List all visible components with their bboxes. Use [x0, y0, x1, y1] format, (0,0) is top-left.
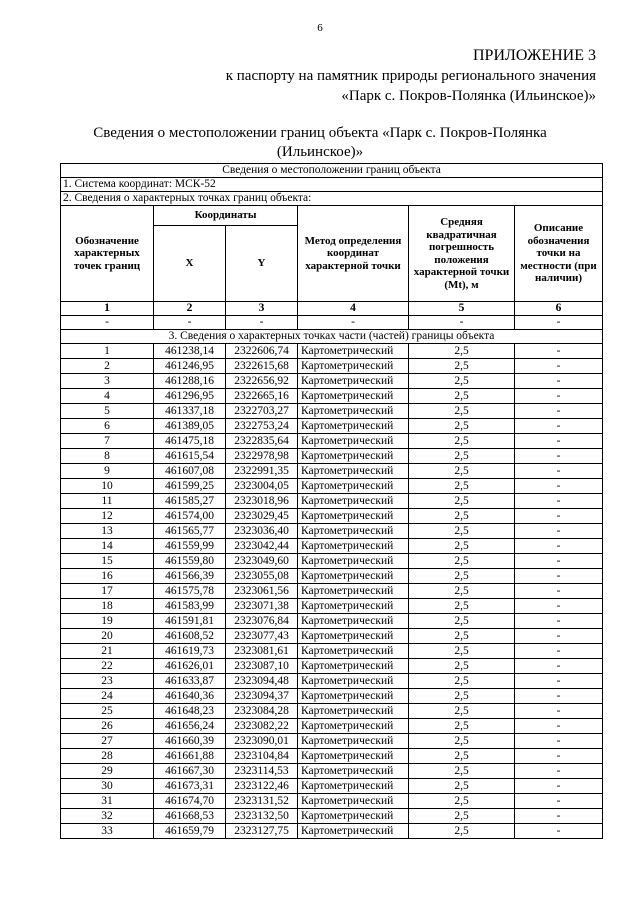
- coord-y: 2323090,01: [226, 734, 298, 749]
- description: -: [515, 659, 603, 674]
- coord-y: 2323104,84: [226, 749, 298, 764]
- header-coordinates: Координаты: [154, 206, 298, 226]
- boundary-points-table: [60, 163, 603, 839]
- method: Картометрический: [298, 434, 409, 449]
- appendix-line-1: к паспорту на памятник природы регионального значения: [225, 68, 596, 84]
- method: Картометрический: [298, 794, 409, 809]
- coord-x: 461656,24: [154, 719, 226, 734]
- error: 2,5: [409, 764, 515, 779]
- empty-cell: -: [226, 316, 298, 330]
- error: 2,5: [409, 569, 515, 584]
- method: Картометрический: [298, 344, 409, 359]
- coord-x: 461659,79: [154, 824, 226, 839]
- point-number: 24: [61, 689, 154, 704]
- coord-x: 461615,54: [154, 449, 226, 464]
- method: Картометрический: [298, 359, 409, 374]
- description: -: [515, 674, 603, 689]
- table-row: [61, 704, 603, 719]
- coord-x: 461389,05: [154, 419, 226, 434]
- table-row: [61, 479, 603, 494]
- description: -: [515, 779, 603, 794]
- table-row: [61, 539, 603, 554]
- method: Картометрический: [298, 539, 409, 554]
- coord-x: 461565,77: [154, 524, 226, 539]
- table-row: [61, 509, 603, 524]
- point-number: 18: [61, 599, 154, 614]
- coord-y: 2323131,52: [226, 794, 298, 809]
- error: 2,5: [409, 599, 515, 614]
- description: -: [515, 509, 603, 524]
- description: -: [515, 524, 603, 539]
- table-row: [61, 824, 603, 839]
- point-number: 19: [61, 614, 154, 629]
- description: -: [515, 629, 603, 644]
- coord-x: 461660,39: [154, 734, 226, 749]
- description: -: [515, 554, 603, 569]
- point-number: 30: [61, 779, 154, 794]
- method: Картометрический: [298, 704, 409, 719]
- description: -: [515, 734, 603, 749]
- method: Картометрический: [298, 674, 409, 689]
- coord-x: 461575,78: [154, 584, 226, 599]
- coord-y: 2322606,74: [226, 344, 298, 359]
- coord-y: 2323004,05: [226, 479, 298, 494]
- table-row: [61, 449, 603, 464]
- description: -: [515, 359, 603, 374]
- coord-y: 2323087,10: [226, 659, 298, 674]
- coord-y: 2323029,45: [226, 509, 298, 524]
- coord-y: 2323036,40: [226, 524, 298, 539]
- method: Картометрический: [298, 659, 409, 674]
- coord-x: 461599,25: [154, 479, 226, 494]
- table-row: [61, 494, 603, 509]
- coord-y: 2323114,53: [226, 764, 298, 779]
- coord-y: 2323082,22: [226, 719, 298, 734]
- method: Картометрический: [298, 464, 409, 479]
- method: Картометрический: [298, 554, 409, 569]
- table-row: [61, 524, 603, 539]
- coord-x: 461648,23: [154, 704, 226, 719]
- point-number: 33: [61, 824, 154, 839]
- point-number: 32: [61, 809, 154, 824]
- coord-y: 2323132,50: [226, 809, 298, 824]
- point-number: 9: [61, 464, 154, 479]
- coord-y: 2322615,68: [226, 359, 298, 374]
- point-number: 15: [61, 554, 154, 569]
- error: 2,5: [409, 344, 515, 359]
- coord-x: 461238,14: [154, 344, 226, 359]
- error: 2,5: [409, 824, 515, 839]
- table-row: [61, 584, 603, 599]
- method: Картометрический: [298, 749, 409, 764]
- header-y: Y: [226, 226, 298, 302]
- description: -: [515, 824, 603, 839]
- description: -: [515, 344, 603, 359]
- description: -: [515, 764, 603, 779]
- table-row: [61, 659, 603, 674]
- coord-x: 461566,39: [154, 569, 226, 584]
- error: 2,5: [409, 539, 515, 554]
- section-coordinate-system: 1. Система координат: МСК-52: [61, 178, 603, 192]
- coord-x: 461296,95: [154, 389, 226, 404]
- point-number: 17: [61, 584, 154, 599]
- error: 2,5: [409, 629, 515, 644]
- error: 2,5: [409, 479, 515, 494]
- section-part-boundary: 3. Сведения о характерных точках части (частей) границы объекта: [61, 330, 603, 344]
- point-number: 5: [61, 404, 154, 419]
- error: 2,5: [409, 359, 515, 374]
- error: 2,5: [409, 494, 515, 509]
- error: 2,5: [409, 404, 515, 419]
- point-number: 16: [61, 569, 154, 584]
- method: Картометрический: [298, 629, 409, 644]
- method: Картометрический: [298, 449, 409, 464]
- description: -: [515, 539, 603, 554]
- table-row: [61, 794, 603, 809]
- table-row: [61, 554, 603, 569]
- description: -: [515, 614, 603, 629]
- point-number: 27: [61, 734, 154, 749]
- coord-x: 461585,27: [154, 494, 226, 509]
- error: 2,5: [409, 389, 515, 404]
- method: Картометрический: [298, 404, 409, 419]
- point-number: 6: [61, 419, 154, 434]
- error: 2,5: [409, 689, 515, 704]
- coord-x: 461668,53: [154, 809, 226, 824]
- table-row: [61, 734, 603, 749]
- point-number: 28: [61, 749, 154, 764]
- coord-x: 461674,70: [154, 794, 226, 809]
- method: Картометрический: [298, 734, 409, 749]
- description: -: [515, 389, 603, 404]
- header-error: Средняя квадратичная погрешность положения характерной точки (Mt), м: [409, 206, 515, 302]
- coord-x: 461337,18: [154, 404, 226, 419]
- point-number: 1: [61, 344, 154, 359]
- description: -: [515, 494, 603, 509]
- error: 2,5: [409, 524, 515, 539]
- error: 2,5: [409, 659, 515, 674]
- coord-y: 2323071,38: [226, 599, 298, 614]
- table-row: [61, 389, 603, 404]
- document-title: [40, 124, 600, 162]
- header-designation: Обозначение характерных точек границ: [61, 206, 154, 302]
- coord-x: 461608,52: [154, 629, 226, 644]
- description: -: [515, 404, 603, 419]
- table-row: [61, 569, 603, 584]
- point-number: 31: [61, 794, 154, 809]
- error: 2,5: [409, 719, 515, 734]
- coord-x: 461661,88: [154, 749, 226, 764]
- coord-y: 2322665,16: [226, 389, 298, 404]
- description: -: [515, 434, 603, 449]
- coord-y: 2323084,28: [226, 704, 298, 719]
- description: -: [515, 704, 603, 719]
- description: -: [515, 809, 603, 824]
- section-boundary-points: 2. Сведения о характерных точках границ объекта:: [61, 192, 603, 206]
- error: 2,5: [409, 509, 515, 524]
- method: Картометрический: [298, 614, 409, 629]
- table-row: [61, 779, 603, 794]
- coord-y: 2323094,37: [226, 689, 298, 704]
- col-number: 6: [515, 302, 603, 316]
- coord-y: 2323042,44: [226, 539, 298, 554]
- description: -: [515, 794, 603, 809]
- empty-cell: -: [154, 316, 226, 330]
- coord-x: 461640,36: [154, 689, 226, 704]
- table-row: [61, 344, 603, 359]
- error: 2,5: [409, 749, 515, 764]
- appendix-title: ПРИЛОЖЕНИЕ 3: [472, 47, 596, 64]
- table-row: [61, 749, 603, 764]
- description: -: [515, 479, 603, 494]
- coord-x: 461607,08: [154, 464, 226, 479]
- method: Картометрический: [298, 509, 409, 524]
- header-description: Описание обозначения точки на местности (при наличии): [515, 206, 603, 302]
- description: -: [515, 419, 603, 434]
- table-row: [61, 644, 603, 659]
- description: -: [515, 689, 603, 704]
- coord-x: 461246,95: [154, 359, 226, 374]
- method: Картометрический: [298, 809, 409, 824]
- empty-cell: -: [515, 316, 603, 330]
- description: -: [515, 599, 603, 614]
- table-caption: Сведения о местоположении границ объекта: [61, 164, 603, 178]
- coord-y: 2323055,08: [226, 569, 298, 584]
- appendix-header: [226, 46, 596, 106]
- method: Картометрический: [298, 584, 409, 599]
- table-row: [61, 764, 603, 779]
- coord-x: 461288,16: [154, 374, 226, 389]
- point-number: 13: [61, 524, 154, 539]
- error: 2,5: [409, 584, 515, 599]
- coord-y: 2322656,92: [226, 374, 298, 389]
- error: 2,5: [409, 734, 515, 749]
- table-row: [61, 719, 603, 734]
- coord-y: 2323094,48: [226, 674, 298, 689]
- method: Картометрический: [298, 719, 409, 734]
- description: -: [515, 374, 603, 389]
- method: Картометрический: [298, 644, 409, 659]
- error: 2,5: [409, 674, 515, 689]
- error: 2,5: [409, 449, 515, 464]
- coord-y: 2323018,96: [226, 494, 298, 509]
- point-number: 7: [61, 434, 154, 449]
- table-row: [61, 674, 603, 689]
- point-number: 4: [61, 389, 154, 404]
- coord-x: 461559,99: [154, 539, 226, 554]
- coord-x: 461667,30: [154, 764, 226, 779]
- coord-x: 461626,01: [154, 659, 226, 674]
- coord-x: 461574,00: [154, 509, 226, 524]
- coord-x: 461619,73: [154, 644, 226, 659]
- table-row: [61, 359, 603, 374]
- error: 2,5: [409, 434, 515, 449]
- description: -: [515, 569, 603, 584]
- coord-y: 2323049,60: [226, 554, 298, 569]
- table-row: [61, 629, 603, 644]
- table-row: [61, 434, 603, 449]
- col-number: 1: [61, 302, 154, 316]
- coord-y: 2323081,61: [226, 644, 298, 659]
- description: -: [515, 644, 603, 659]
- empty-cell: -: [61, 316, 154, 330]
- point-number: 26: [61, 719, 154, 734]
- point-number: 23: [61, 674, 154, 689]
- point-number: 22: [61, 659, 154, 674]
- coord-y: 2323127,75: [226, 824, 298, 839]
- table-row: [61, 614, 603, 629]
- point-number: 29: [61, 764, 154, 779]
- coord-x: 461475,18: [154, 434, 226, 449]
- page-number: 6: [317, 22, 323, 34]
- point-number: 11: [61, 494, 154, 509]
- col-number: 5: [409, 302, 515, 316]
- table-row: [61, 419, 603, 434]
- coord-y: 2323061,56: [226, 584, 298, 599]
- method: Картометрический: [298, 824, 409, 839]
- point-number: 25: [61, 704, 154, 719]
- header-x: X: [154, 226, 226, 302]
- method: Картометрический: [298, 599, 409, 614]
- error: 2,5: [409, 554, 515, 569]
- coord-y: 2322703,27: [226, 404, 298, 419]
- coord-x: 461673,31: [154, 779, 226, 794]
- description: -: [515, 449, 603, 464]
- coord-y: 2323076,84: [226, 614, 298, 629]
- coord-y: 2323077,43: [226, 629, 298, 644]
- error: 2,5: [409, 614, 515, 629]
- appendix-line-2: «Парк с. Покров-Полянка (Ильинское)»: [341, 88, 596, 104]
- coord-y: 2322978,98: [226, 449, 298, 464]
- error: 2,5: [409, 809, 515, 824]
- method: Картометрический: [298, 569, 409, 584]
- method: Картометрический: [298, 374, 409, 389]
- coord-y: 2322835,64: [226, 434, 298, 449]
- method: Картометрический: [298, 764, 409, 779]
- col-number: 3: [226, 302, 298, 316]
- empty-cell: -: [298, 316, 409, 330]
- description: -: [515, 719, 603, 734]
- document-title-line-2: (Ильинское)»: [276, 144, 364, 160]
- point-number: 10: [61, 479, 154, 494]
- table-row: [61, 464, 603, 479]
- table-row: [61, 374, 603, 389]
- error: 2,5: [409, 419, 515, 434]
- point-number: 14: [61, 539, 154, 554]
- empty-cell: -: [409, 316, 515, 330]
- error: 2,5: [409, 794, 515, 809]
- table-row: [61, 404, 603, 419]
- method: Картометрический: [298, 389, 409, 404]
- description: -: [515, 464, 603, 479]
- table-row: [61, 689, 603, 704]
- method: Картометрический: [298, 479, 409, 494]
- point-number: 2: [61, 359, 154, 374]
- point-number: 3: [61, 374, 154, 389]
- coord-y: 2322991,35: [226, 464, 298, 479]
- method: Картометрический: [298, 689, 409, 704]
- error: 2,5: [409, 464, 515, 479]
- coord-x: 461591,81: [154, 614, 226, 629]
- error: 2,5: [409, 644, 515, 659]
- document-title-line-1: Сведения о местоположении границ объекта «Парк с. Покров-Полянка: [93, 125, 547, 141]
- col-number: 4: [298, 302, 409, 316]
- col-number: 2: [154, 302, 226, 316]
- description: -: [515, 749, 603, 764]
- point-number: 20: [61, 629, 154, 644]
- coord-x: 461633,87: [154, 674, 226, 689]
- point-number: 12: [61, 509, 154, 524]
- coord-y: 2322753,24: [226, 419, 298, 434]
- coord-x: 461583,99: [154, 599, 226, 614]
- header-method: Метод определения координат характерной точки: [298, 206, 409, 302]
- table-row: [61, 599, 603, 614]
- description: -: [515, 584, 603, 599]
- method: Картометрический: [298, 524, 409, 539]
- error: 2,5: [409, 779, 515, 794]
- error: 2,5: [409, 374, 515, 389]
- coord-y: 2323122,46: [226, 779, 298, 794]
- point-number: 8: [61, 449, 154, 464]
- method: Картометрический: [298, 779, 409, 794]
- point-number: 21: [61, 644, 154, 659]
- coord-x: 461559,80: [154, 554, 226, 569]
- error: 2,5: [409, 704, 515, 719]
- method: Картометрический: [298, 419, 409, 434]
- method: Картометрический: [298, 494, 409, 509]
- table-row: [61, 809, 603, 824]
